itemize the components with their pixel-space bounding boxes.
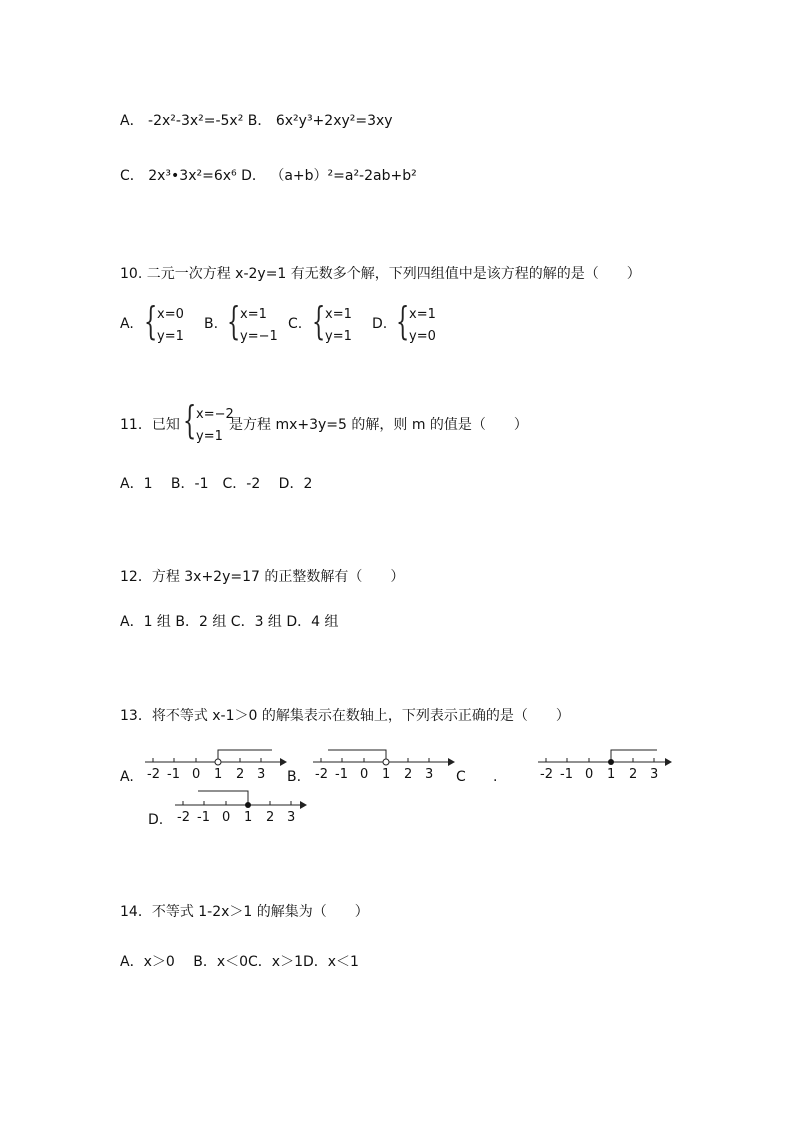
tick-label: -2 — [315, 767, 328, 782]
option-d-label: D． — [241, 168, 266, 184]
number-line-c — [533, 742, 683, 784]
q14-options: A．x＞0 B．x＜0C．x＞1D．x＜1 — [120, 954, 359, 970]
tick-label: 3 — [425, 767, 434, 782]
q11-suffix: 是方程 mx+3y=5 的解，则 m 的值是（ ） — [229, 417, 528, 433]
tick-label: -2 — [540, 767, 553, 782]
x-value: x=1 — [409, 307, 436, 322]
closed-point — [245, 802, 251, 808]
tick-label: 3 — [257, 767, 266, 782]
tick-label: -1 — [167, 767, 180, 782]
number-line-b — [308, 742, 458, 784]
brace-icon: { — [144, 299, 158, 343]
option-a-label: A． — [120, 113, 144, 129]
q11-prefix: 11．已知 — [120, 417, 180, 433]
tick-label: 1 — [607, 767, 616, 782]
y-value: y=1 — [157, 329, 184, 344]
tick-label: 3 — [650, 767, 659, 782]
brace-icon: { — [312, 299, 326, 343]
equation-system — [409, 304, 436, 348]
option-c-dot: . — [493, 769, 498, 785]
x-value: x=0 — [157, 307, 184, 322]
option-b-label: B． — [247, 113, 272, 129]
option-c-label: C — [456, 769, 466, 785]
y-value: y=0 — [409, 329, 436, 344]
tick-label: -1 — [560, 767, 573, 782]
tick-label: -2 — [147, 767, 160, 782]
q9-options-ab — [120, 110, 393, 130]
tick-label: 0 — [360, 767, 369, 782]
tick-label: 2 — [266, 810, 275, 825]
q9-options-cd — [120, 165, 417, 185]
option-b-label: B. — [287, 769, 302, 785]
tick-label: -1 — [335, 767, 348, 782]
tick-label: 3 — [287, 810, 296, 825]
number-line-d — [170, 785, 320, 827]
tick-label: 1 — [214, 767, 223, 782]
y-value: y=1 — [325, 329, 352, 344]
option-label: B. — [204, 316, 219, 332]
option-c-expr: 2x³•3x²=6x⁶ — [148, 168, 237, 184]
q10-stem: 10. 二元一次方程 x-2y=1 有无数多个解，下列四组值中是该方程的解的是（ ） — [120, 266, 641, 282]
option-label: A. — [120, 316, 134, 332]
y-value: y=1 — [196, 429, 223, 444]
y-value: y=−1 — [240, 329, 278, 344]
tick-label: 0 — [192, 767, 201, 782]
open-point — [215, 759, 221, 765]
open-point — [383, 759, 389, 765]
option-c-label: C． — [120, 168, 144, 184]
tick-label: -2 — [177, 810, 190, 825]
option-label: C. — [288, 316, 303, 332]
tick-label: 0 — [222, 810, 231, 825]
tick-label: -1 — [197, 810, 210, 825]
x-value: x=−2 — [196, 407, 234, 422]
option-b-expr: 6x²y³+2xy²=3xy — [275, 113, 393, 129]
equation-system — [157, 304, 184, 348]
brace-icon: { — [396, 299, 410, 343]
option-d-label: D. — [148, 812, 164, 828]
x-value: x=1 — [325, 307, 352, 322]
brace-icon: { — [183, 398, 197, 442]
option-d-expr: （a+b）²=a²-2ab+b² — [270, 168, 417, 184]
tick-label: 1 — [244, 810, 253, 825]
tick-label: 2 — [404, 767, 413, 782]
q11-options: A．1 B．-1 C．-2 D．2 — [120, 476, 313, 492]
closed-point — [608, 759, 614, 765]
equation-system — [240, 304, 278, 348]
equation-system — [325, 304, 352, 348]
q12-stem: 12．方程 3x+2y=17 的正整数解有（ ） — [120, 569, 405, 585]
tick-label: 2 — [236, 767, 245, 782]
option-a-expr: -2x²-3x²=-5x² — [148, 113, 244, 129]
q14-stem: 14．不等式 1-2x＞1 的解集为（ ） — [120, 904, 369, 920]
q12-options: A．1 组 B．2 组 C．3 组 D．4 组 — [120, 614, 339, 630]
tick-label: 0 — [585, 767, 594, 782]
option-label: D. — [372, 316, 388, 332]
x-value: x=1 — [240, 307, 267, 322]
option-a-label: A. — [120, 769, 134, 785]
number-line-a — [140, 742, 290, 784]
q13-stem: 13．将不等式 x-1＞0 的解集表示在数轴上，下列表示正确的是（ ） — [120, 708, 570, 724]
tick-label: 2 — [629, 767, 638, 782]
brace-icon: { — [227, 299, 241, 343]
tick-label: 1 — [382, 767, 391, 782]
